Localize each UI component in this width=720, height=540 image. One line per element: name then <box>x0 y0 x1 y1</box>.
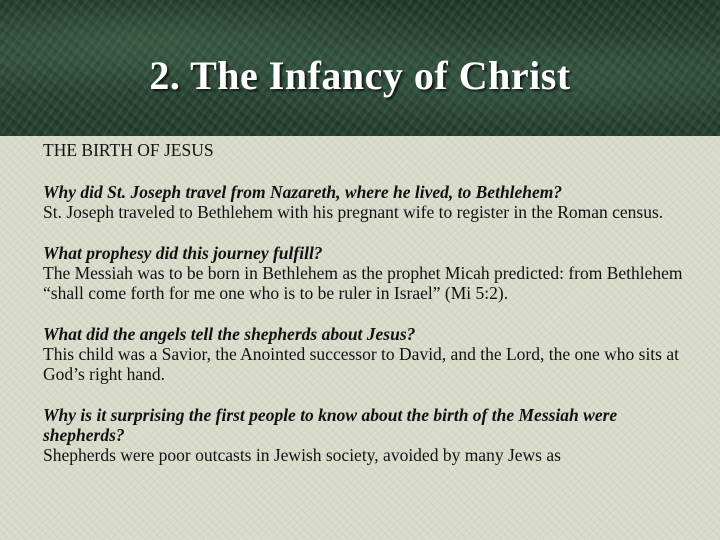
question-text: What did the angels tell the shepherds about Jesus? <box>43 324 416 344</box>
section-heading: THE BIRTH OF JESUS <box>43 140 214 160</box>
qa-item <box>43 182 683 222</box>
qa-item <box>43 324 683 384</box>
answer-text: Shepherds were poor outcasts in Jewish society, avoided by many Jews as <box>43 445 561 465</box>
question-text: Why did St. Joseph travel from Nazareth, where he lived, to Bethlehem? <box>43 182 563 202</box>
title-banner <box>0 0 720 136</box>
qa-item <box>43 243 683 303</box>
question-text: Why is it surprising the first people to know about the birth of the Messiah were shepherds? <box>43 405 618 445</box>
answer-text: This child was a Savior, the Anointed successor to David, and the Lord, the one who sits at God’s right hand. <box>43 344 679 384</box>
qa-item <box>43 405 683 465</box>
slide-content <box>43 140 683 486</box>
slide-title: 2. The Infancy of Christ <box>149 53 571 98</box>
answer-text: The Messiah was to be born in Bethlehem as the prophet Micah predicted: from Bethlehem “shall come forth for me one who is to be ruler in Israel” (Mi 5:2). <box>43 263 683 303</box>
question-text: What prophesy did this journey fulfill? <box>43 243 323 263</box>
answer-text: St. Joseph traveled to Bethlehem with his pregnant wife to register in the Roman census. <box>43 202 664 222</box>
